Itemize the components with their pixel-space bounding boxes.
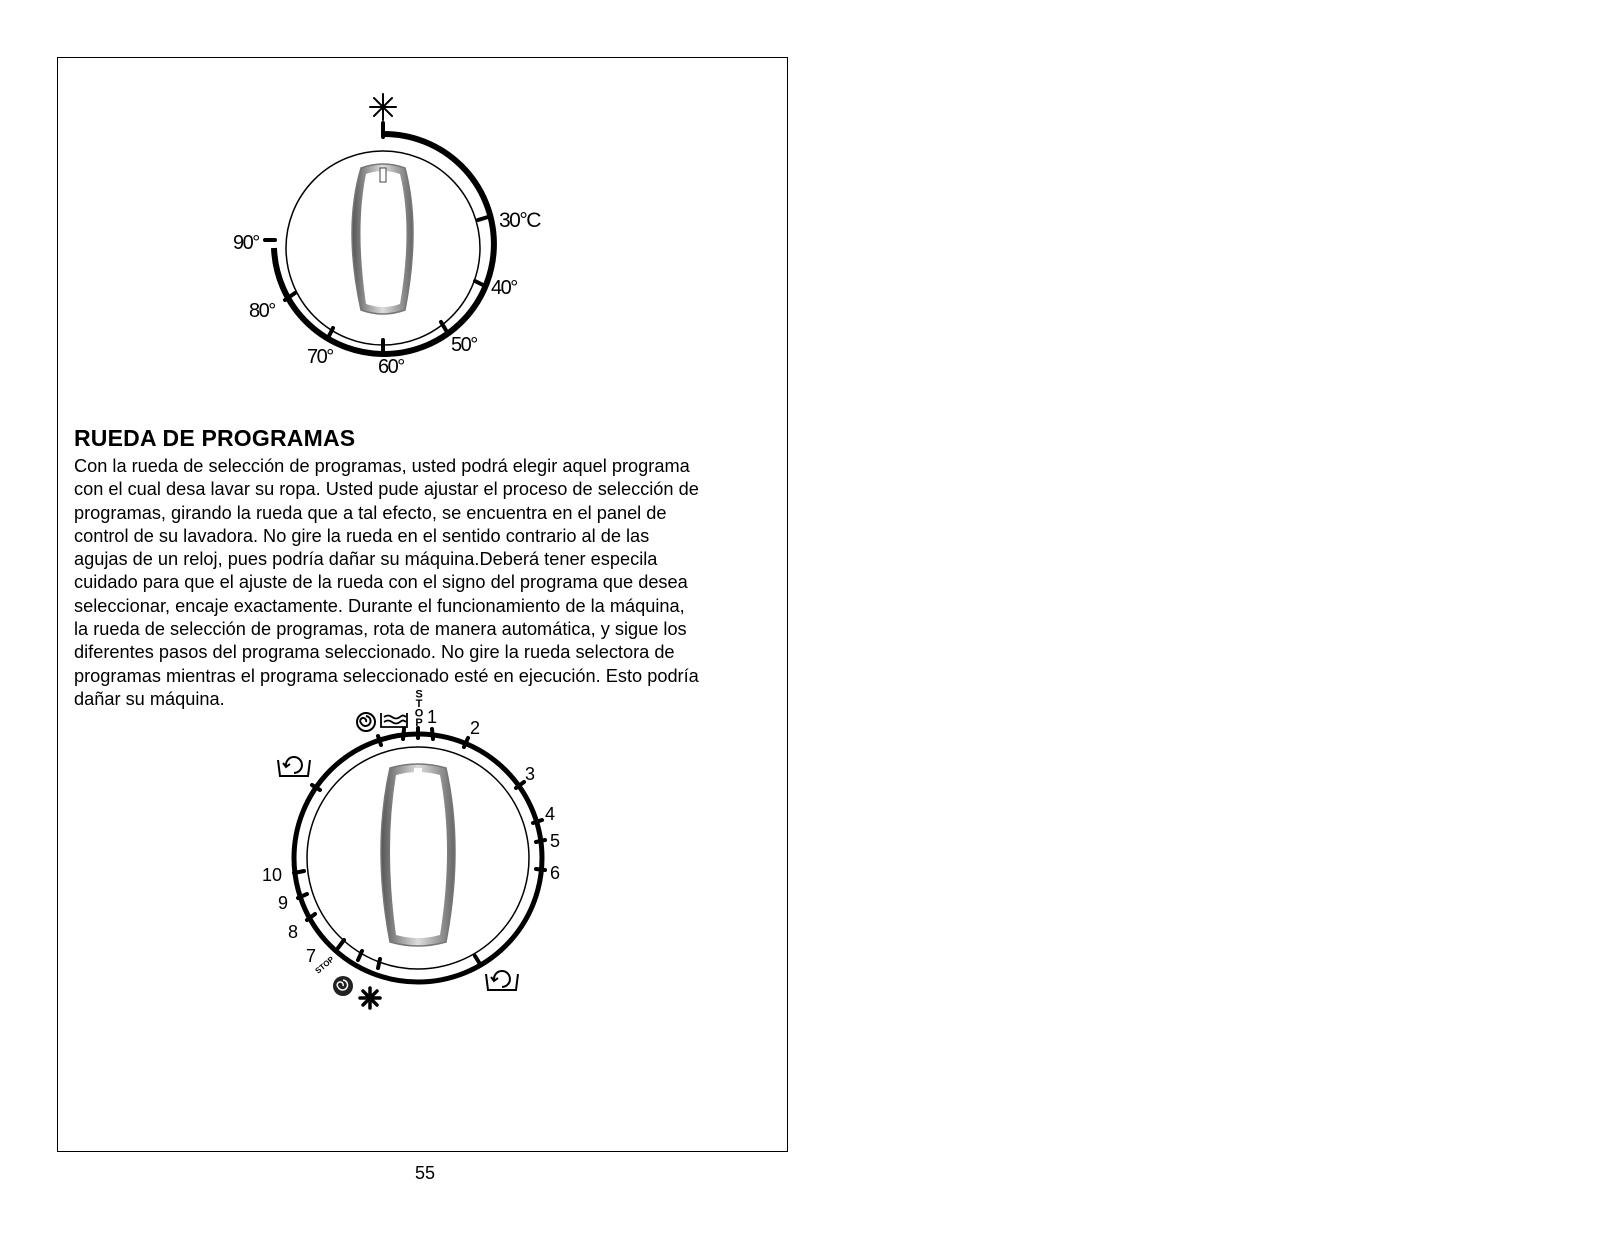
svg-text:S: S bbox=[415, 688, 423, 701]
temp-label-30: 30°C bbox=[499, 209, 540, 232]
svg-text:O: O bbox=[414, 707, 424, 720]
temp-label-70: 70° bbox=[307, 346, 333, 368]
prewash-tub-icon bbox=[486, 971, 518, 990]
temp-label-50: 50° bbox=[451, 334, 477, 356]
rinse-icon bbox=[381, 713, 407, 727]
temp-label-60: 60° bbox=[378, 356, 404, 378]
svg-text:T: T bbox=[415, 698, 423, 710]
stop-vertical-label bbox=[415, 689, 424, 730]
program-number-1: 1 bbox=[427, 707, 438, 727]
temperature-dial bbox=[223, 88, 583, 406]
program-number-4: 4 bbox=[545, 804, 556, 824]
program-number-6: 6 bbox=[550, 863, 561, 883]
spin-icon bbox=[357, 713, 375, 731]
program-number-2: 2 bbox=[470, 718, 481, 738]
temp-label-80: 80° bbox=[249, 300, 275, 322]
svg-text:P: P bbox=[415, 717, 423, 729]
prewash-tub-icon bbox=[278, 757, 310, 776]
snowflake-icon bbox=[370, 94, 396, 137]
program-number-10: 10 bbox=[262, 865, 283, 885]
spin-filled-icon bbox=[333, 976, 353, 996]
temp-label-90: 90° bbox=[233, 232, 259, 254]
cold-air-icon bbox=[360, 988, 380, 1008]
temp-label-40: 40° bbox=[491, 277, 517, 299]
program-number-3: 3 bbox=[525, 764, 536, 784]
program-number-7: 7 bbox=[306, 946, 317, 966]
section-body: Con la rueda de selección de programas, usted podrá elegir aquel programa con el cual desa lavar su ropa. Usted pude ajustar el proceso de selección de programas, girando la rueda que a tal efecto, se encuentra en el panel de control de su lavadora. No gire la rueda en el sentido contrario al de las agujas de un reloj, pues podría dañar su máquina.Deberá tener especila cuidado para que el ajuste de la rueda con el signo del programa que desea seleccionar, encaje exactamente. Durante el funcionamiento de la máquina, la rueda de selección de programas, rota de manera automática, y sigue los diferentes pasos del programa seleccionado. No gire la rueda selectora de programas mientras el programa seleccionado esté en ejecución. Esto podría dañar su máquina. bbox=[74, 456, 699, 709]
program-number-5: 5 bbox=[550, 831, 561, 851]
program-number-9: 9 bbox=[278, 893, 289, 913]
program-dial bbox=[258, 688, 598, 1044]
section-title: RUEDA DE PROGRAMAS bbox=[74, 425, 356, 451]
page-number: 55 bbox=[415, 1163, 436, 1183]
stop-label: STOP bbox=[313, 954, 336, 976]
program-number-8: 8 bbox=[288, 922, 299, 942]
